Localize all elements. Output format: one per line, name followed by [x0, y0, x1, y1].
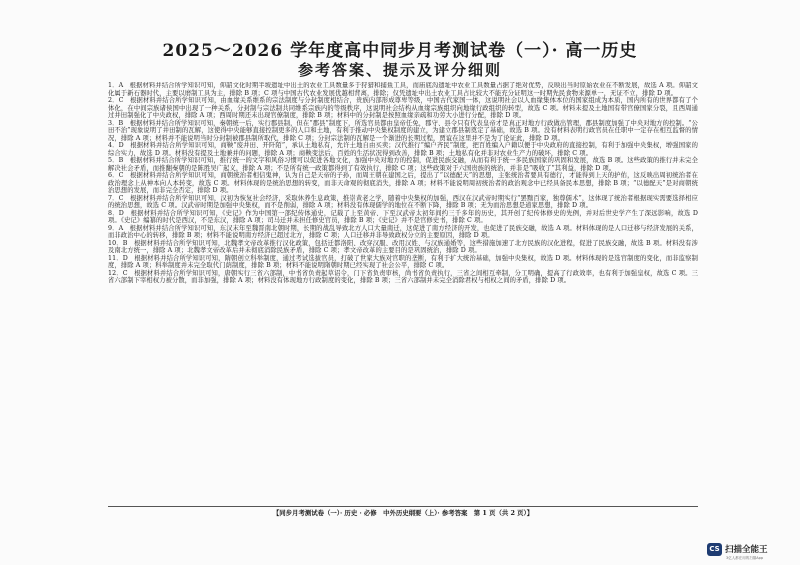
answer-body	[108, 82, 698, 502]
answer-paragraph-11: 11．D 根据材料并结合所学知识可知，隋朝创立科举制度，通过考试选拔官员，打破了世家大族对官职的垄断，有利于扩大统治基础，加强中央集权，故选 D 项。材料体现的是选官制度的变化，而非监察制度，排除 A 项；科举制度并未完全取代门荫制度，排除 B 项；材料不能说明隋朝时期已经实现了社会公平，排除 C 项。	[108, 254, 698, 269]
answer-paragraph-6: 6．C 根据材料并结合所学知识可知，商朝统治者相信鬼神，认为自己是天帝的子孙，而周王朝在建国之后，提出了“以德配天”的思想，主张统治者要具有德行，才能得到上天的护佑，这反映出周初统治者在政治理念上从神本向人本转变，故选 C 项。材料体现的是统治思想的转变，而非天命观的彻底消失，排除 A 项；材料不能说明周初统治者的政治观念中已经具备民本思想，排除 B 项；“以德配天”是对商朝统治思想的发展，而非完全否定，排除 D 项。	[108, 172, 698, 194]
answer-paragraph-4: 4．D 根据材料并结合所学知识可知，商鞅“废井田、开阡陌”，承认土地私有，允许土地自由买卖；汉代推行“编户齐民”制度，把百姓编入户籍以便于中央政府的直接控制，有利于加强中央集权，增强国家的综合实力，故选 D 项。材料没有提及土地兼并的问题，排除 A 项；商鞅变法后，百姓的生活状况得到改善，排除 B 项；土地私有化并非对农业生产力的破坏，排除 C 项。	[108, 142, 698, 157]
brand-tagline: 3亿人都在用的扫描App	[726, 556, 764, 560]
answer-paragraph-8: 8．D 根据材料并结合所学知识可知，《史记》作为中国第一部纪传体通史，记载了上至黄帝、下至汉武帝太初年间约三千多年的历史，其开创了纪传体修史的先例，并对后世史学产生了深远影响，故选 D 项。《史记》编纂的时代是西汉，不是东汉，排除 A 项；司马迁并未担任修史官员，排除 B 项；《史记》并不是官修史书，排除 C 项。	[108, 209, 698, 224]
answer-paragraph-9: 9．A 根据材料并结合所学知识可知，东汉末年至魏晋南北朝时期，长期的战乱导致北方人口大量南迁，这促进了南方经济的开发，也促进了民族交融，故选 A 项。材料体现的是人口迁移与经济发展的关系，而非政治中心的转移，排除 B 项；材料不能说明南方经济已超过北方，排除 C 项；人口迁移并非导致政权分立的主要原因，排除 D 项。	[108, 224, 698, 239]
answer-paragraph-10: 10．B 根据材料并结合所学知识可知，北魏孝文帝改革推行汉化政策，包括迁都洛阳、改穿汉服、改用汉姓、与汉族通婚等，这些措施加速了北方民族的汉化进程，促进了民族交融，故选 B 项。材料没有涉及南北方统一，排除 A 项；北魏孝文帝改革后并未彻底消除民族矛盾，排除 C 项；孝文帝改革的主要目的是巩固统治，排除 D 项。	[108, 239, 698, 254]
page-footer: 【同步月考测试卷（一）· 历史 · 必修 中外历史纲要（上）· 参考答案 第 1 页（共 2 页）】	[108, 506, 698, 517]
answer-paragraph-3: 3．B 根据材料并结合所学知识可知，秦朝统一后，实行郡县制，但在“郡县”制度下，所选官员都由皇帝任免，郡守、县令只有代表皇帝才是真正对地方行政做出管理，郡县制度加强了中央对地方的控制。“公田不治”现象说明了井田制的瓦解，这使得中央能够直接控制更多的人口和土地，有利于推动中央集权制度的建立，为建立郡县制奠定了基础，故选 B 项。没有材料表明行政官员在任职中一定存在相互监督的情况，排除 A 项；材料并不能说明当时分封制被郡县制所取代，排除 C 项；分封宗法制的瓦解是一个渐进的长期过程，贾谊在这里并不是为了论证此，排除 D 项。	[108, 119, 698, 142]
answer-paragraph-1: 1．A 根据材料并结合所学知识可知，仰韶文化时期半坡遗址中出土的农业工具数量多于狩猎和捕鱼工具，而庙底沟遗址中农业工具数量占据了绝对优势，反映出当时原始农业在不断发展，故选 A 项。仰韶文化属于新石器时代，主要以磨制工具为主，排除 B 项；C 项与中国古代农业发展优越相背离，排除；仅凭遗址中出土农业工具占比较大不能充分证明这一时期先民食物来源单一，无证不立，排除 D 项。	[108, 82, 698, 97]
answer-paragraph-7: 7．C 根据材料并结合所学知识可知，汉初为恢复社会经济，采取休养生息政策，推崇黄老之学，随着中央集权的加强，西汉在汉武帝时期实行“罢黜百家，独尊儒术”，这体现了统治者根据现实需要选择相应的统治思想，故选 C 项。汉武帝时期是加强中央集权，而不是削弱，排除 A 项；材料没有体现儒学的地位在不断下降，排除 B 项；无为而治思想是道家思想，排除 D 项。	[108, 194, 698, 209]
brand-name: 扫描全能王	[725, 545, 768, 555]
answer-paragraph-2: 2．C 根据材料并结合所学知识可知，由血缘关系维系的宗法制度与分封制度相结合，贵族内部形成尊卑等级，中国古代家国一体，这说明社会以人血缘集体本位的国家组成为本质，国内所有的世界都有了个体化，在中间宗族诸侯国中出现了一种关系，分封制与宗法制共同维系宗族内的等级秩序，这说明社会结构从血缘宗族组织向地缘行政组织的转型，故选 C 项。材料未提及土地国有带官僚国家分裂，且西周通过井田制强化了中央政权，排除 A 项；西周时期还未出现官僚制度，排除 B 项；材料中的分封制是按照血缘亲疏和功劳大小进行分配，排除 D 项。	[108, 97, 698, 119]
answer-paragraph-12: 12．C 根据材料并结合所学知识可知，唐朝实行三省六部制，中书省负责起草诏令，门下省负责审核，尚书省负责执行，三省之间相互牵制，分工明确，提高了行政效率，也有利于加强皇权，故选 C 项。三省六部制下宰相权力被分散，而非加强，排除 A 项；材料没有体现地方行政制度的变化，排除 B 项；三省六部制并未完全消除君权与相权之间的矛盾，排除 D 项。	[108, 269, 698, 284]
document-subtitle: 参考答案、提示及评分细则	[297, 61, 502, 79]
answer-paragraph-5: 5．B 根据材料并结合所学知识可知，推行统一的文字和风俗习惯可以促进各地文化，加强中央对地方的控制，促进民族交融，从而有利于统一多民族国家的巩固和发展，故选 B 项。这些政策的推行并未完全解决社会矛盾，而推翻秦朝的是陈胜吴广起义，排除 A 项；不是所有统一政策都得到了有效执行，排除 C 项；这些政策对于六国贵族的统治，并非是“吸收了”其利益，排除 D 项。	[108, 157, 698, 172]
document-title: 2025～2026 学年度高中同步月考测试卷（一）· 高一历史	[162, 41, 638, 61]
camscanner-logo-icon: CS	[707, 543, 722, 556]
